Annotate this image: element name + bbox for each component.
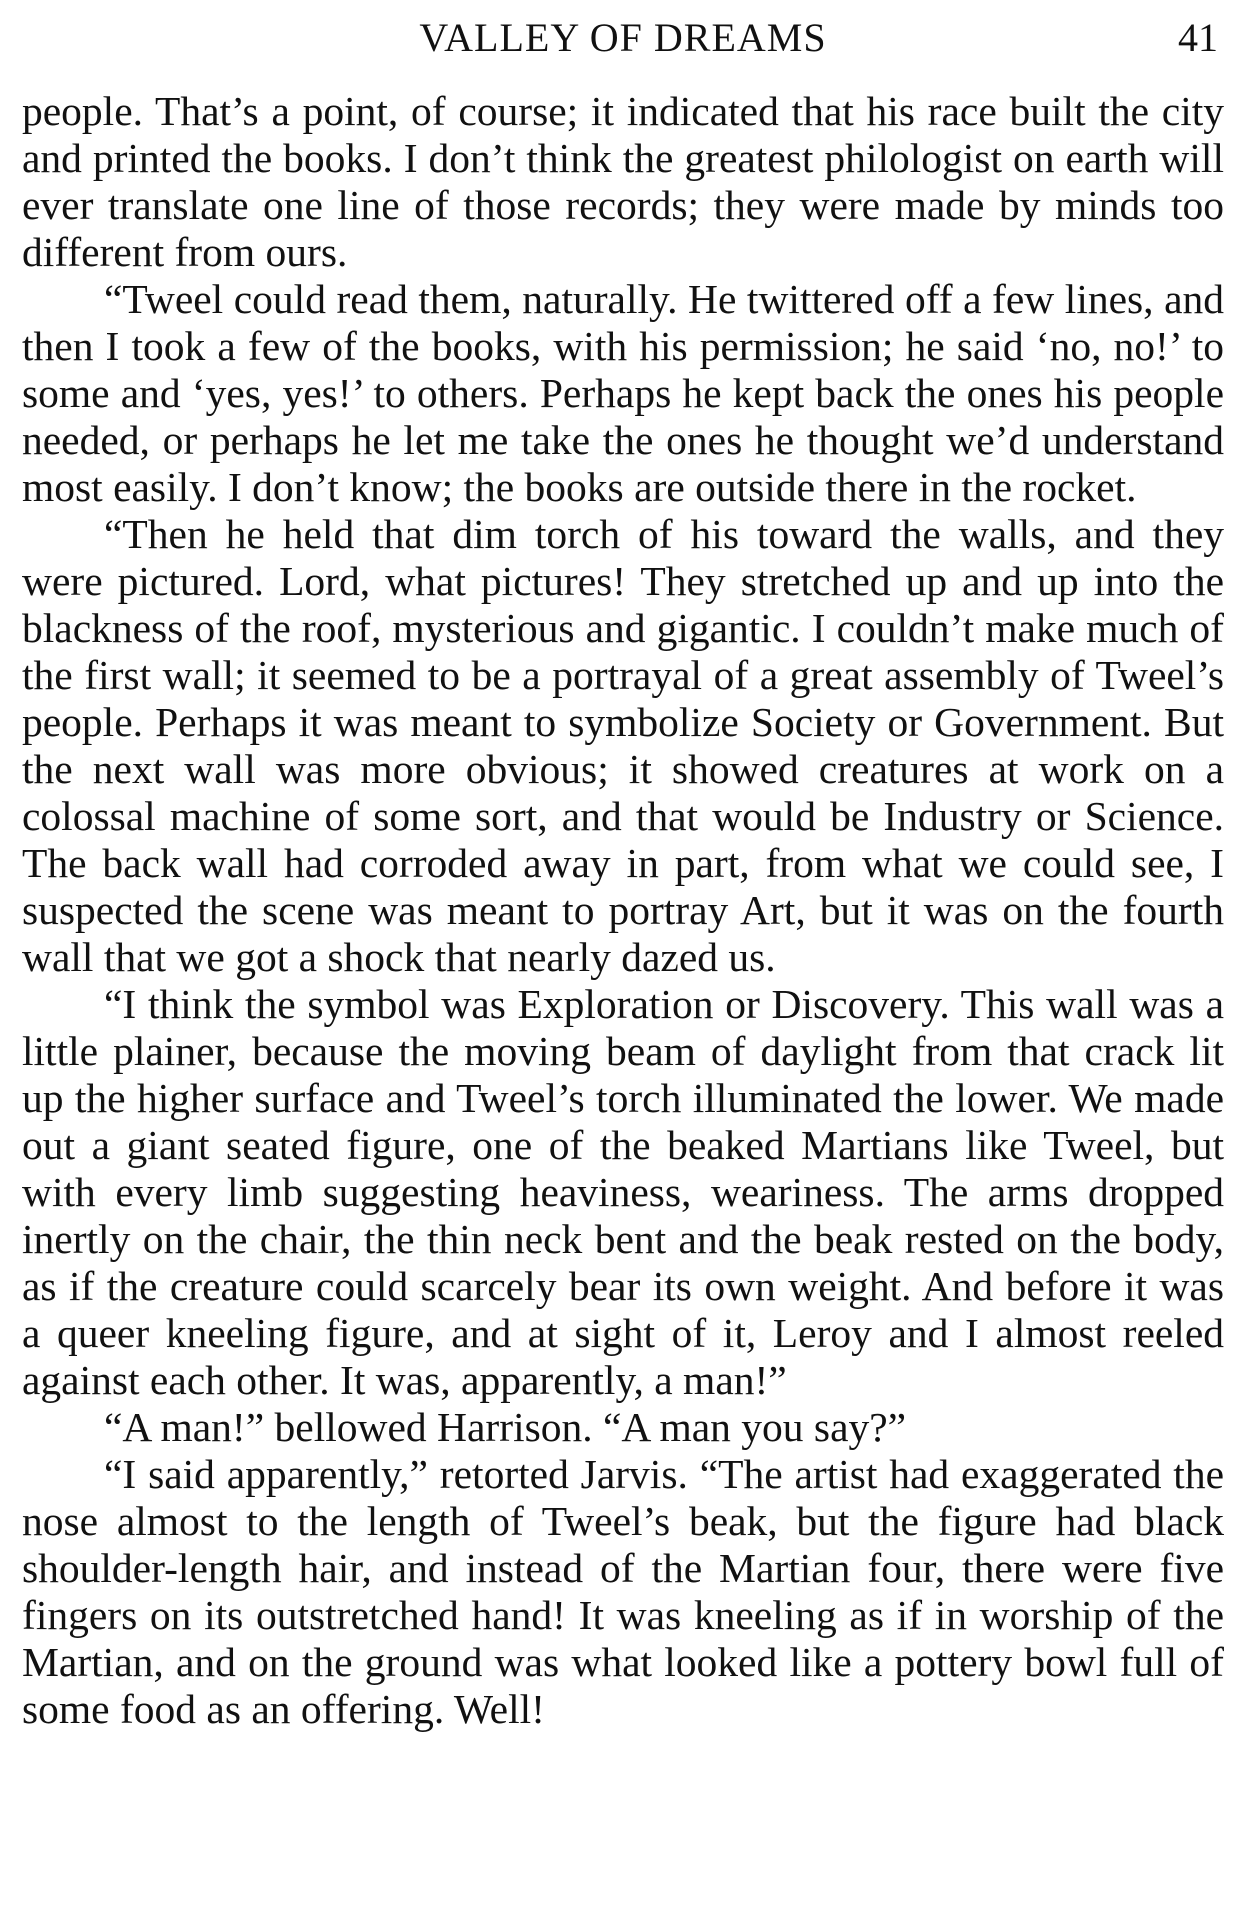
- paragraph: “A man!” bellowed Harrison. “A man you say?”: [104, 1404, 907, 1450]
- paragraph: “I think the symbol was Exploration or Discovery. This wall was a little plainer, because the moving beam of daylight from that crack lit up the higher surface and Tweel’s torch illuminated the lower. We made out a giant seated figure, one of the beaked Martians like Tweel, but with every limb suggesting heaviness, weariness. The arms dropped inertly on the chair, the thin neck bent and the beak rested on the body, as if the creature could scarcely bear its own weight. And before it was a queer kneeling figure, and at sight of it, Leroy and I almost reeled against each other. It was, apparently, a man!”: [22, 981, 1224, 1403]
- paragraph: “I said apparently,” retorted Jarvis. “The artist had exaggerated the nose almost to the length of Tweel’s beak, but the figure had black shoulder-length hair, and instead of the Martian four, there were five fingers on its outstretched hand! It was kneeling as if in worship of the Martian, and on the ground was what looked like a pottery bowl full of some food as an offering. Well!: [22, 1451, 1224, 1732]
- body-text: [22, 88, 1224, 1733]
- running-head: [22, 0, 1224, 88]
- running-title: VALLEY OF DREAMS: [419, 15, 827, 60]
- book-page: [22, 0, 1224, 1929]
- paragraph: “Then he held that dim torch of his toward the walls, and they were pictured. Lord, what pictures! They stretched up and up into the blackness of the roof, mysterious and gigantic. I couldn’t make much of the first wall; it seemed to be a portrayal of a great assembly of Tweel’s people. Perhaps it was meant to symbolize Society or Government. But the next wall was more obvious; it showed creatures at work on a colossal machine of some sort, and that would be Industry or Science. The back wall had corroded away in part, from what we could see, I suspected the scene was meant to portray Art, but it was on the fourth wall that we got a shock that nearly dazed us.: [22, 511, 1224, 980]
- paragraph: people. That’s a point, of course; it indicated that his race built the city and printed the books. I don’t think the greatest philologist on earth will ever translate one line of those records; they were made by minds too different from ours.: [22, 88, 1224, 275]
- paragraph: “Tweel could read them, naturally. He twittered off a few lines, and then I took a few of the books, with his permission; he said ‘no, no!’ to some and ‘yes, yes!’ to others. Perhaps he kept back the ones his people needed, or perhaps he let me take the ones he thought we’d understand most easily. I don’t know; the books are outside there in the rocket.: [22, 276, 1224, 510]
- page-number: 41: [1178, 15, 1218, 60]
